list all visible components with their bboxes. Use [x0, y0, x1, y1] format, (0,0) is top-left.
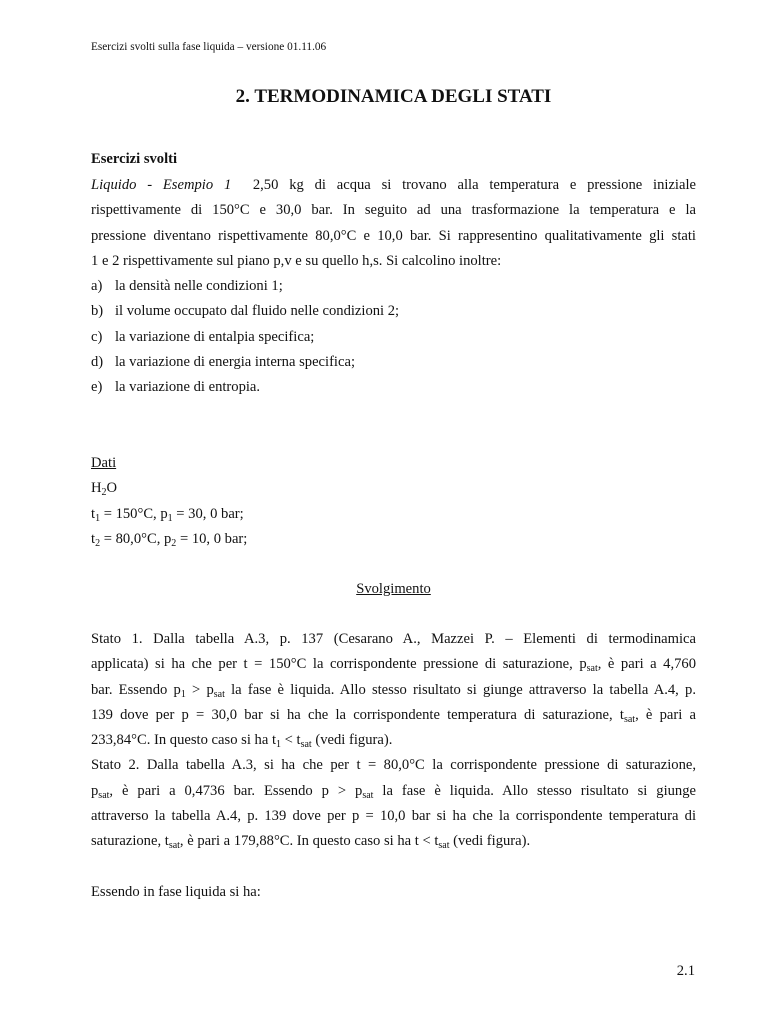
- stato2-line-3: attraverso la tabella A.4, p. 139 dove per p = 10,0 bar si ha che la corrispondente temperatura di: [91, 808, 696, 825]
- closing-line: Essendo in fase liquida si ha:: [91, 884, 261, 900]
- stato1-line-5: 233,84°C. In questo caso si ha $t_1 < t_{sat}$ (vedi figura).: [91, 732, 393, 751]
- stato1-line-2: applicata) si ha che per t = 150°C la corrispondente pressione di saturazione, $p_{sat}$, è pari a 4,760: [91, 656, 696, 675]
- stato2-line-4: saturazione, $t_{sat}$, è pari a 179,88°C. In questo caso si ha $t < t_{sat}$ (vedi figura).: [91, 833, 531, 852]
- solution-text: [91, 627, 696, 855]
- stato1-line-3: bar. Essendo $p_1 > p_{sat}$ la fase è liquida. Allo stesso risultato si giunge attraverso la tabella A.4, p.: [91, 681, 696, 700]
- list-item: d) la variazione di energia interna specifica;: [91, 354, 355, 371]
- page-number: 2.1: [676, 963, 695, 979]
- stato1-line-1: Stato 1. Dalla tabella A.3, p. 137 (Cesarano A., Mazzei P. – Elementi di termodinamica: [91, 631, 696, 647]
- list-item: c) la variazione di entalpia specifica;: [91, 328, 315, 345]
- stato1-line-4: 139 dove per p = 30,0 bar si ha che la corrispondente temperatura di saturazione, $t_{sat}$, è pari a: [91, 706, 696, 725]
- example-line-1: Liquido - Esempio 1 2,50 kg di acqua si trovano alla temperatura e pressione iniziale: [91, 177, 697, 193]
- example-line-4: 1 e 2 rispettivamente sul piano p,v e su quello h,s. Si calcolino inoltre:: [91, 252, 502, 269]
- stato2-line-2: $p_{sat}$, è pari a 0,4736 bar. Essendo $p > p_{sat}$ la fase è liquida. Allo stesso risultato si giunge: [91, 782, 696, 801]
- document-page: [91, 0, 696, 1024]
- section-heading: Esercizi svolti: [91, 151, 178, 167]
- data-heading: Dati: [91, 455, 117, 471]
- example-line-3: pressione diventano rispettivamente 80,0°C e 10,0 bar. Si rappresentino qualitativamente gli stati: [91, 227, 696, 244]
- solution-heading: Svolgimento: [356, 581, 431, 597]
- running-header: Esercizi svolti sulla fase liquida – versione 01.11.06: [91, 41, 327, 53]
- list-item: b) il volume occupato dal fluido nelle condizioni 2;: [91, 303, 400, 320]
- data-block: [91, 451, 696, 552]
- data-line-1: $t_1 = 150^\circ C$, $p_1 = 30$, 0 bar;: [91, 505, 244, 524]
- example-line-2: rispettivamente di 150°C e 30,0 bar. In seguito ad una trasformazione la temperatura e la: [91, 202, 696, 219]
- list-item: e) la variazione di entropia.: [91, 379, 261, 396]
- example-statement: [91, 173, 696, 401]
- substance-formula: $H_2O$: [91, 480, 118, 499]
- question-list: [91, 274, 696, 400]
- chapter-title: 2. TERMODINAMICA DEGLI STATI: [235, 86, 552, 107]
- stato2-line-1: Stato 2. Dalla tabella A.3, si ha che per t = 80,0°C la corrispondente pressione di saturazione,: [91, 757, 696, 774]
- example-label: Liquido - Esempio 1: [91, 177, 232, 193]
- list-item: a) la densità nelle condizioni 1;: [91, 278, 283, 295]
- data-line-2: $t_2 = 80,0^\circ C$, $p_2 = 10$, 0 bar;: [91, 530, 248, 549]
